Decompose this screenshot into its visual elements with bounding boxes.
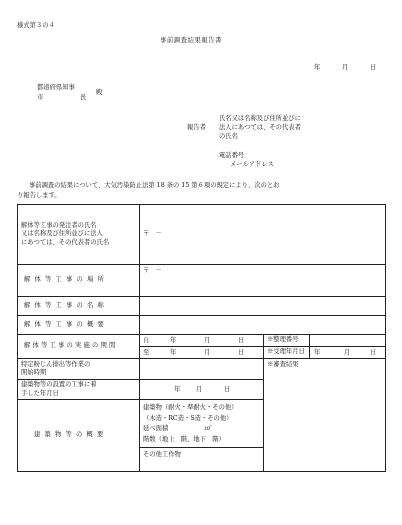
period-from[interactable] [140, 335, 264, 347]
date-day: 日 [370, 64, 377, 71]
addressee-chief: 長 [80, 94, 87, 101]
row-site [18, 265, 386, 297]
reporter-name-line3: の氏名 [219, 133, 238, 140]
row-owner [18, 205, 386, 265]
work-name-label: 解体等工事の名称 [18, 297, 140, 316]
building-floor-area: 延べ面積 ㎡ [143, 424, 260, 435]
reporter-name-line1: 氏名又は名称及び住所並びに [219, 115, 301, 122]
received-date [310, 347, 386, 359]
building-floors: 階数（地上 階、地下 階） [143, 435, 225, 443]
building-detail[interactable] [140, 400, 264, 472]
building-label: 建築物等の概要 [18, 400, 140, 472]
form-number: 様式第３の４ [17, 22, 55, 29]
area-unit: ㎡ [204, 425, 211, 432]
period-label: 解体等工事の実施の期間 [18, 335, 140, 359]
owner-value[interactable] [140, 205, 386, 265]
period-to-mark: 至 [143, 349, 150, 356]
addressee-governor: 都道府県知事 [37, 84, 75, 91]
building-structure: （木造・RC造・S造・その他） [143, 414, 233, 422]
date-month: 月 [342, 64, 349, 71]
review-result-cell [264, 359, 386, 472]
overview-label: 解体等工事の概要 [18, 316, 140, 335]
row-work-name [18, 297, 386, 316]
period-from-year: 年 [170, 337, 177, 344]
received-month: 月 [344, 349, 351, 356]
report-form-table [17, 204, 386, 472]
building-fire-resistance: 建築物（耐火・準耐火・その他） [143, 404, 238, 411]
site-postal-mark: 〒 － [143, 267, 162, 274]
period-to-month: 月 [204, 349, 211, 356]
intro-line1: 事前調査の結果について、大気汚染防止法第 18 条の 15 第６項の規定により、次のとお [29, 182, 280, 189]
reg-number-value [310, 335, 386, 347]
reporter-phone-label: 電話番号 [219, 152, 245, 159]
owner-postal-mark: 〒 － [143, 230, 162, 238]
received-day: 日 [370, 349, 377, 356]
row-dust-start [18, 359, 386, 380]
addressee-honorific: 殿 [96, 89, 103, 96]
period-to-day: 日 [238, 349, 245, 356]
period-from-mark: 自 [143, 337, 150, 344]
page-title: 事前調査結果報告書 [160, 37, 223, 44]
received-label: ※受理年月日 [264, 347, 310, 359]
site-label: 解体等工事の場所 [18, 265, 140, 297]
period-from-month: 月 [204, 337, 211, 344]
work-name-value[interactable] [140, 297, 386, 316]
review-result-label: ※審査結果 [267, 361, 299, 368]
build-date-value[interactable] [140, 380, 264, 400]
dust-start-label: 特定粉じん排出等作業の 開始時期 [18, 359, 140, 380]
building-detail-block [140, 400, 263, 448]
intro-line2: り報告します。 [17, 192, 61, 199]
owner-label: 解体等工事の発注者の氏名 又は名称及び住所並びに法人 にあつては、その代表者の氏名 [18, 205, 140, 265]
received-year: 年 [314, 349, 321, 356]
site-value[interactable] [140, 265, 386, 297]
period-from-day: 日 [238, 337, 245, 344]
row-period-from [18, 335, 386, 347]
date-year: 年 [314, 64, 321, 71]
reporter-email-label: メールアドレス [230, 161, 274, 168]
reporter-name-line2: 法人にあつては、その代表者 [219, 124, 301, 131]
other-structure: その他工作物 [143, 451, 181, 458]
period-to[interactable] [140, 347, 264, 359]
build-date-label: 建築物等の設置の工事に着 手した年月日 [18, 380, 140, 400]
row-overview [18, 316, 386, 335]
addressee-city: 市 [37, 94, 44, 101]
period-to-year: 年 [170, 349, 177, 356]
reg-number-label: ※整理番号 [264, 335, 310, 347]
build-date-month: 月 [196, 386, 203, 393]
overview-value[interactable] [140, 316, 386, 335]
reporter-label: 報告者 [187, 124, 206, 131]
build-date-day: 日 [224, 386, 231, 393]
build-date-year: 年 [174, 386, 181, 393]
dust-start-value[interactable] [140, 359, 264, 380]
